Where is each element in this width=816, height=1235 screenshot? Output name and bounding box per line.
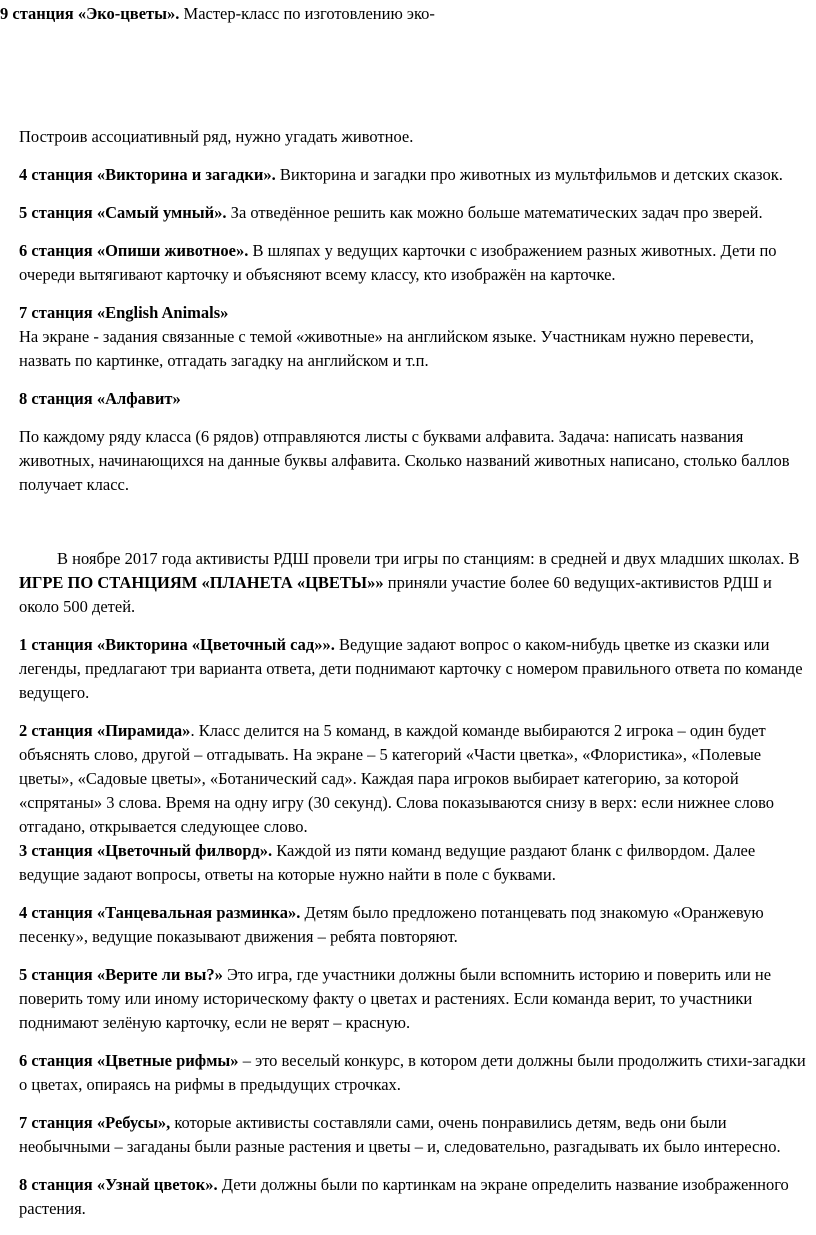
page-header-line [0,2,435,26]
station-title: 5 станция «Верите ли вы?» [19,965,223,984]
flowers-station-4 [19,901,809,949]
station-title: 4 станция «Танцевальная разминка». [19,903,301,922]
station-9-title: 9 станция «Эко-цветы». [0,4,180,23]
flowers-station-7 [19,1111,809,1159]
station-title: 4 станция «Викторина и загадки». [19,165,276,184]
station-title: 5 станция «Самый умный». [19,203,227,222]
animals-station-4 [19,163,809,187]
station-text: За отведённое решить как можно больше математических задач про зверей. [226,203,763,222]
station-title: 8 станция «Узнай цветок». [19,1175,218,1194]
animals-station-5 [19,201,809,225]
flowers-station-2 [19,719,809,839]
station-title: 1 станция «Викторина «Цветочный сад»». [19,635,335,654]
flowers-station-3 [19,839,809,887]
station-title: 2 станция «Пирамида» [19,721,191,740]
intro-text-b: приняли участие более 60 ведущих-активистов РДШ и около 500 детей. [19,573,772,616]
game-name: ИГРЕ ПО СТАНЦИЯМ «ПЛАНЕТА «ЦВЕТЫ»» [19,573,384,592]
animals-station-6 [19,239,809,287]
station-title: 7 станция «English Animals» [19,303,229,322]
animals-station-8-title [19,387,809,411]
station-title: 7 станция «Ребусы», [19,1113,171,1132]
flowers-station-8 [19,1173,809,1221]
station-text: Каждой из пяти команд ведущие раздают бланк с филвордом. Далее ведущие задают вопросы, ответы на которые нужно найти в поле с буквами. [19,841,756,884]
station-text: Ведущие задают вопрос о каком-нибудь цветке из сказки или легенды, предлагают три варианта ответа, дети поднимают карточку с номером правильного ответа по команде ведущего. [19,635,803,702]
station-text: Викторина и загадки про животных из мультфильмов и детских сказок. [275,165,783,184]
station-text: – это веселый конкурс, в котором дети должны были продолжить стихи-загадки о цветах, опираясь на рифмы в предыдущих строчках. [19,1051,806,1094]
station-text: . Класс делится на 5 команд, в каждой команде выбираются 2 игрока – один будет объяснять слово, другой – отгадывать. На экране – 5 категорий «Части цветка», «Флористика», «Полевые цветы», «Садовые цветы», «Ботанический сад». Каждая пара игроков выбирает категорию, за которой «спрятаны» 3 слова. Время на одну игру (30 секунд). Слова показываются снизу в верх: если нижнее слово отгадано, открывается следующее слово. [19,721,775,836]
station-9-text: Мастер-класс по изготовлению эко- [179,4,435,23]
flowers-station-1 [19,633,809,705]
station-title: 3 станция «Цветочный филворд». [19,841,273,860]
station-text: На экране - задания связанные с темой «животные» на английском языке. Участникам нужно перевести, назвать по картинке, отгадать загадку на английском и т.п. [19,327,754,370]
flowers-station-6 [19,1049,809,1097]
flowers-station-5 [19,963,809,1035]
animals-intro: Построив ассоциативный ряд, нужно угадать животное. [19,127,414,146]
station-text: Это игра, где участники должны были вспомнить историю и поверить или не поверить тому или иному историческому факту о цветах и растениях. Если команда верит, то участники поднимают зелёную карточку, если не верят – красную. [19,965,772,1032]
animals-station-8-text: По каждому ряду класса (6 рядов) отправляются листы с буквами алфавита. Задача: написать названия животных, начинающихся на данные буквы алфавита. Сколько названий животных написано, столько баллов получает класс. [19,427,790,494]
station-title: 8 станция «Алфавит» [19,389,181,408]
document-body [19,125,809,1235]
station-title: 6 станция «Опиши животное». [19,241,249,260]
station-title: 6 станция «Цветные рифмы» [19,1051,239,1070]
station-text: Дети должны были по картинкам на экране определить название изображенного растения. [19,1175,789,1218]
flowers-intro [19,547,809,619]
station-text: которые активисты составляли сами, очень понравились детям, ведь они были необычными – загаданы были разные растения и цветы – и, следовательно, разгадывать их было интересно. [19,1113,781,1156]
intro-text-a: В ноябре 2017 года активисты РДШ провели три игры по станциям: в средней и двух младших школах. В [57,549,800,568]
station-text: В шляпах у ведущих карточки с изображением разных животных. Дети по очереди вытягивают карточку и объясняют всему классу, кто изображён на карточке. [19,241,777,284]
animals-station-7 [19,301,809,373]
station-text: Детям было предложено потанцевать под знакомую «Оранжевую песенку», ведущие показывают движения – ребята повторяют. [19,903,764,946]
